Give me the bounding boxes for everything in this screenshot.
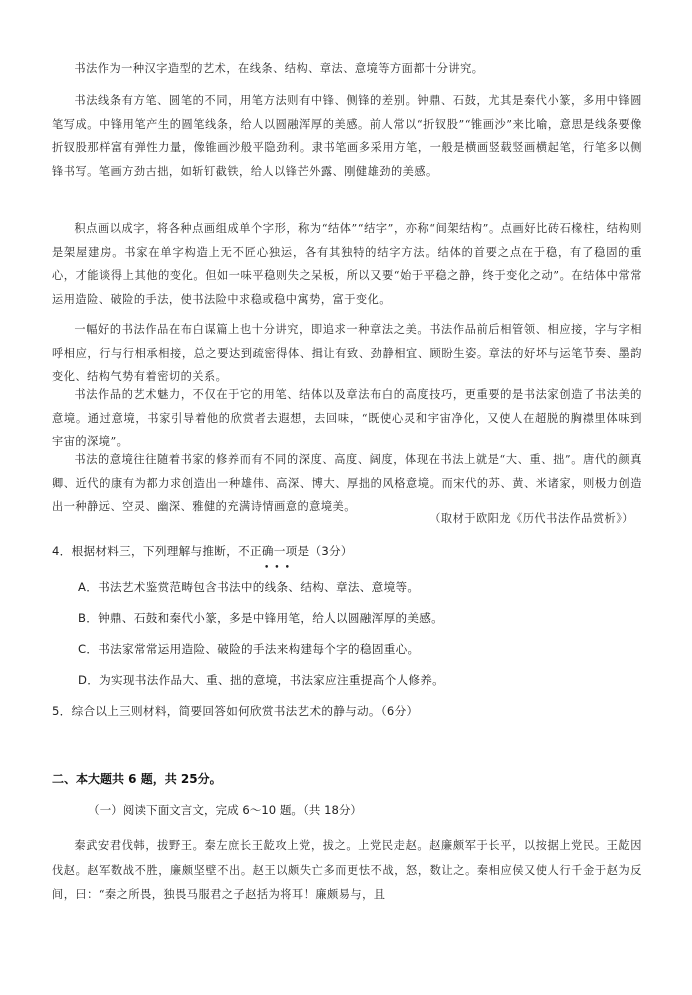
question-4-option-d: D．为实现书法作品大、重、拙的意境，书法家应注重提高个人修养。 <box>78 673 445 687</box>
material-paragraph-2: 书法线条有方笔、圆笔的不同，用笔方法则有中锋、侧锋的差别。钟鼎、石鼓，尤其是秦代小篆，多用中锋圆笔写成。中锋用笔产生的圆笔线条，给人以圆融浑厚的美感。前人常以“折钗股”“锥画沙”来比喻，意思是线条要像折钗股那样富有弹性力量，像锥画沙般平隐劲利。隶书笔画多采用方笔，一般是横画竖载竖画横起笔，行笔多以侧锋书写。笔画方劲古拙，如斩钉截铁，给人以锋芒外露、刚健雄劲的美感。 <box>52 94 642 178</box>
material-paragraph-6: 书法的意境往往随着书家的修养而有不同的深度、高度、阔度，体现在书法上就是“大、重、拙”。唐代的颜真卿、近代的康有为都力求创造出一种雄伟、高深、博大、厚拙的风格意境。而宋代的苏、黄、米诸家，则极力创造出一种静远、空灵、幽深、雅健的充满诗情画意的意境美。 <box>52 453 642 514</box>
material-source: （取材于欧阳龙《历代书法作品赏析》） <box>429 512 634 525</box>
question-4-option-b: B．钟鼎、石鼓和秦代小篆，多是中锋用笔，给人以圆融浑厚的美感。 <box>78 611 444 625</box>
section-2-title: 二、本大题共 6 题，共 25分。 <box>52 772 222 786</box>
material-paragraph-5: 书法作品的艺术魅力，不仅在于它的用笔、结体以及章法布白的高度技巧，更重要的是书法家创造了书法美的意境。通过意境，书家引导着他的欣赏者去遐想，去回味，“既使心灵和宇宙净化，又使人在超脱的胸襟里体味到宇宙的深境”。 <box>52 388 642 449</box>
question-4-option-c: C．书法家常常运用造险、破险的手法来构建每个字的稳固重心。 <box>78 642 420 656</box>
classical-passage: 秦武安君伐韩，拔野王。秦左庶长王龁攻上党，拔之。上党民走赵。赵廉颇军于长平，以按据上党民。王龁因伐赵。赵军数战不胜，廉颇坚壁不出。赵王以颇失亡多而更怯不战，怒，数让之。秦相应侯又使人行千金于赵为反间，曰：“秦之所畏，独畏马服君之子赵括为将耳！廉颇易与，且 <box>52 839 642 901</box>
material-paragraph-4: 一幅好的书法作品在布白谋篇上也十分讲究，即追求一种章法之美。书法作品前后相管领、相应接，字与字相呼相应，行与行相承相接，总之要达到疏密得体、揖让有致、劲静相宜、顾盼生姿。章法的好坏与运笔节奏、墨韵变化、结构气势有着密切的关系。 <box>52 323 642 384</box>
material-paragraph-1: 书法作为一种汉字造型的艺术，在线条、结构、章法、意境等方面都十分讲究。 <box>74 62 484 75</box>
question-4-stem: 4．根据材料三，下列理解与推断，不正确一项是（3分） <box>52 544 353 558</box>
question-4-option-a: A．书法艺术鉴赏范畴包含书法中的线条、结构、章法、意境等。 <box>78 580 420 594</box>
question-5-stem: 5．综合以上三则材料，简要回答如何欣赏书法艺术的静与动。（6分） <box>52 704 419 718</box>
section-2-subtitle: （一）阅读下面文言文，完成 6～10 题。（共 18分） <box>88 803 363 817</box>
material-paragraph-3: 积点画以成字，将各种点画组成单个字形，称为“结体”“结字”，亦称“间架结构”。点画好比砖石椽柱，结构则是架屋建房。书家在单字构造上无不匠心独运，各有其独特的结字方法。结体的首要之点在于稳，有了稳固的重心，才能谈得上其他的变化。但如一味平稳则失之呆板，所以又要“始于平稳之静，终于变化之动”。在结体中常常运用造险、破险的手法，使书法险中求稳或稳中寓势，富于变化。 <box>52 222 642 306</box>
emphasis-dots: ••• <box>264 563 295 573</box>
